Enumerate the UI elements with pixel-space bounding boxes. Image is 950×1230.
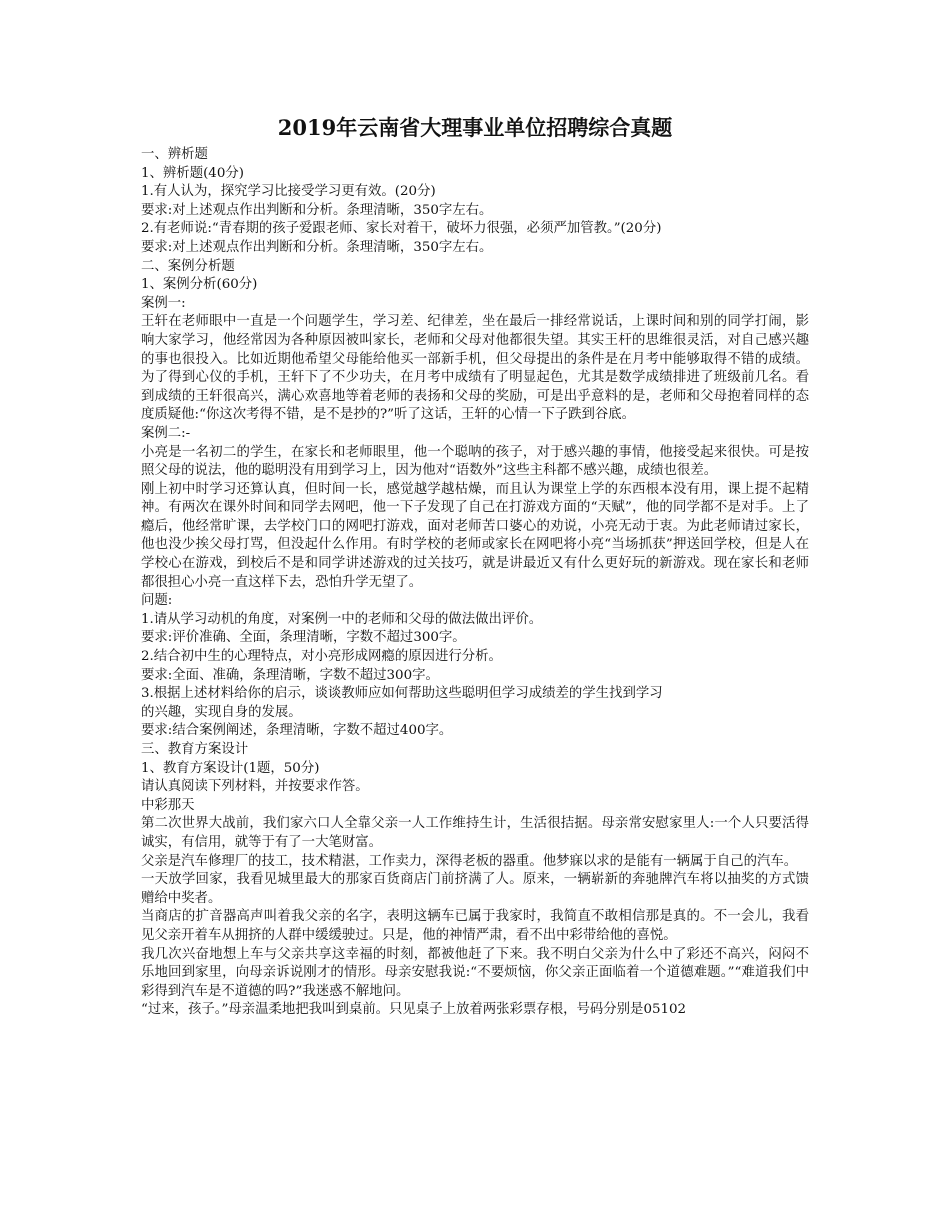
subsection-heading: 1、辨析题(40分): [141, 165, 244, 181]
case-label: 案例二:-: [141, 425, 191, 441]
question-text: 2.结合初中生的心理特点，对小亮形成网瘾的原因进行分析。: [141, 649, 502, 665]
story-paragraph: 第二次世界大战前，我们家六口人全靠父亲一人工作维持生计，生活很拮据。母亲常安慰家里人:一个人只要活得诚实，有信用，就等于有了一大笔财富。: [141, 816, 809, 850]
subsection-heading: 1、案例分析(60分): [141, 277, 258, 293]
question-text-continued: 的兴趣，实现自身的发展。: [141, 704, 302, 720]
section-heading: 二、案例分析题: [141, 258, 235, 274]
section-heading: 三、教育方案设计: [141, 742, 249, 757]
case-label: 案例一:: [141, 295, 186, 311]
requirement-text: 要求:结合案例阐述，条理清晰，字数不超过400字。: [141, 723, 453, 739]
question-text: 1.请从学习动机的角度，对案例一中的老师和父母的做法做出评价。: [141, 611, 543, 627]
requirement-text: 要求:全面、准确，条理清晰，字数不超过300字。: [141, 667, 439, 683]
requirement-text: 要求:评价准确、全面，条理清晰，字数不超过300字。: [141, 630, 466, 646]
subsection-heading: 1、教育方案设计(1题，50分): [141, 760, 320, 776]
question-text: 2.有老师说:“青春期的孩子爱跟老师、家长对着干，破坏力很强，必须严加管教。”(20分): [141, 221, 662, 237]
document-title: 2019年云南省大理事业单位招聘综合真题: [277, 115, 673, 140]
story-paragraph: 当商店的扩音器高声叫着我父亲的名字，表明这辆车已属于我家时，我简直不敢相信那是真的。不一会儿，我看见父亲开着车从拥挤的人群中缓缓驶过。只是，他的神情严肃，看不出中彩带给他的喜悦。: [141, 909, 809, 943]
case-paragraph: 刚上初中时学习还算认真，但时间一长，感觉越学越枯燥，而且认为课堂上学的东西根本没有用，课上提不起精神。有两次在课外时间和同学去网吧，他一下子发现了自己在打游戏方面的“天赋”，他的同学都不是对手。上了瘾后，他经常旷课，去学校门口的网吧打游戏，面对老师苦口婆心的劝说，小亮无动于衷。为此老师请过家长，他也没少挨父母打骂，但没起什么作用。有时学校的老师或家长在网吧将小亮“当场抓获”押送回学校，但是人在学校心在游戏，到校后不是和同学讲述游戏的过关技巧，就是讲最近又有什么更好玩的新游戏。现在家长和老师都很担心小亮一直这样下去，恐怕升学无望了。: [141, 481, 809, 590]
questions-label: 问题:: [141, 593, 173, 609]
case-paragraph: 小亮是一名初二的学生，在家长和老师眼里，他一个聪呐的孩子，对于感兴趣的事情，他接受起来很快。可是按照父母的说法，他的聪明没有用到学习上，因为他对“语数外”这些主科都不感兴趣，成绩也很差。: [141, 444, 809, 479]
question-text: 3.根据上述材料给你的启示，谈谈教师应如何帮助这些聪明但学习成绩差的学生找到学习: [141, 686, 663, 702]
instruction-text: 请认真阅读下列材料，并按要求作答。: [141, 779, 369, 795]
story-title: 中彩那天: [141, 797, 195, 813]
document-page: [141, 114, 809, 1020]
case-paragraph: 王轩在老师眼中一直是一个问题学生，学习差、纪律差，坐在最后一排经常说话，上课时间和别的同学打闹，影响大家学习，他经常因为各种原因被叫家长，老师和父母对他都很失望。其实王杆的思维很灵活，对自己感兴趣的事也很投入。比如近期他希望父母能给他买一部新手机，但父母提出的条件是在月考中能够取得不错的成绩。为了得到心仪的手机，王轩下了不少功夫，在月考中成绩有了明显起色，尤其是数学成绩排进了班级前几名。看到成绩的王轩很高兴，满心欢喜地等着老师的表扬和父母的奖励，可是出乎意料的是，老师和父母抱着同样的态度质疑他:“你这次考得不错，是不是抄的?”听了这话，王轩的心情一下子跌到谷底。: [141, 314, 809, 423]
story-paragraph: 我几次兴奋地想上车与父亲共享这幸福的时刻，都被他赶了下来。我不明白父亲为什么中了彩还不高兴，闷闷不乐地回到家里，向母亲诉说刚才的情形。母亲安慰我说:“不要烦恼，你父亲正面临着一个道德难题。”“难道我们中彩得到汽车是不道德的吗?”我迷惑不解地问。: [141, 946, 809, 999]
story-paragraph: 父亲是汽车修理厂的技工，技术精湛，工作卖力，深得老板的器重。他梦寐以求的是能有一辆属于自己的汽车。: [141, 853, 798, 869]
story-paragraph: “过来，孩子。”母亲温柔地把我叫到桌前。只见桌子上放着两张彩票存根，号码分别是05102: [141, 1002, 687, 1018]
section-heading: 一、辨析题: [141, 147, 208, 162]
question-text: 1.有人认为，探究学习比接受学习更有效。(20分): [141, 184, 436, 200]
requirement-text: 要求:对上述观点作出判断和分析。条理清晰，350字左右。: [141, 239, 493, 255]
story-paragraph: 一天放学回家，我看见城里最大的那家百货商店门前挤满了人。原来，一辆崭新的奔驰牌汽车将以抽奖的方式馈赠给中奖者。: [141, 872, 809, 906]
requirement-text: 要求:对上述观点作出判断和分析。条理清晰，350字左右。: [141, 202, 493, 218]
